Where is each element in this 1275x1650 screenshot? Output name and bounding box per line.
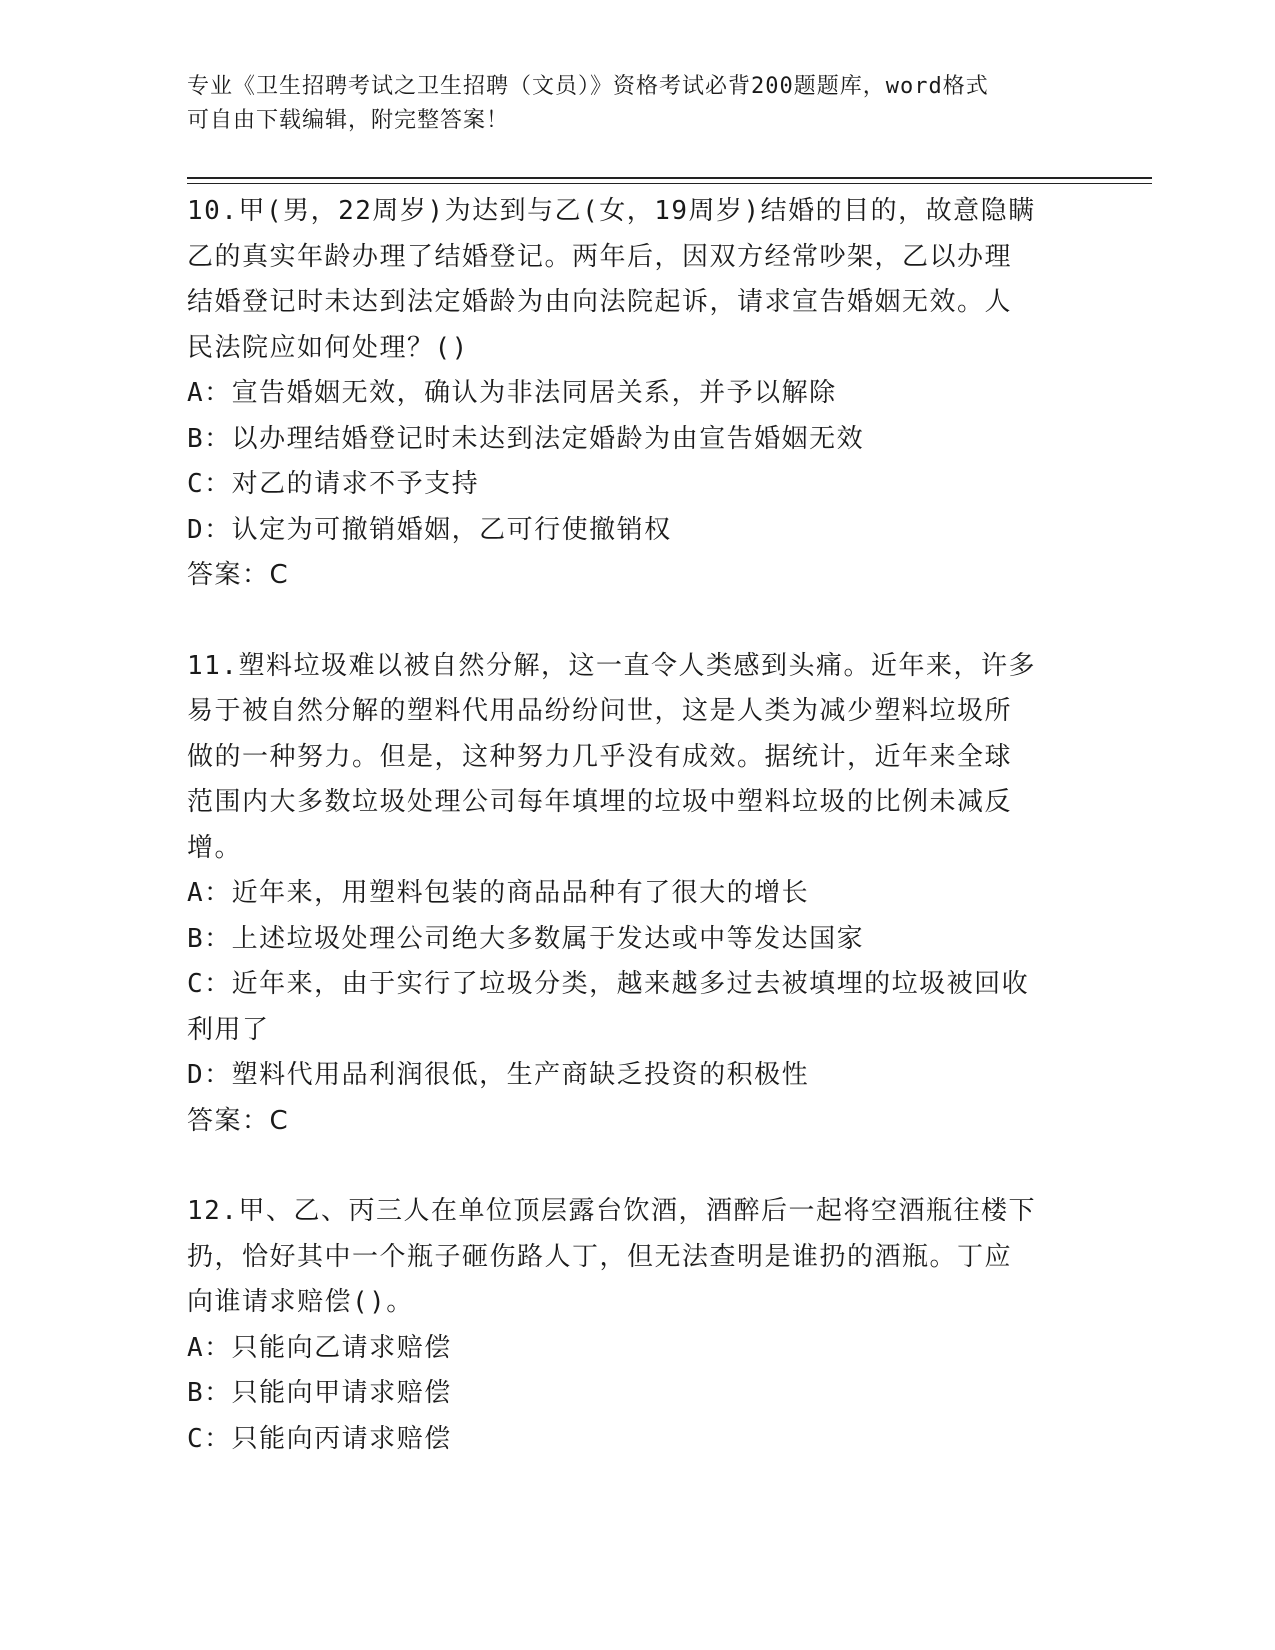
answer-line: 答案：C — [187, 560, 290, 590]
question-stem: 10.甲(男，22周岁)为达到与乙(女，19周岁)结婚的目的，故意隐瞒 乙的真实年龄办理了结婚登记。两年后，因双方经常吵架，乙以办理 结婚登记时未达到法定婚龄为由向法院起诉，请求宣告婚姻无效。人 民法院应如何处理？() — [187, 196, 1036, 363]
option-d: D：认定为可撤销婚姻，乙可行使撤销权 — [187, 514, 672, 545]
question-12 — [187, 1189, 1087, 1462]
option-a: A：近年来，用塑料包装的商品品种有了很大的增长 — [187, 878, 810, 908]
option-b: B：上述垃圾处理公司绝大多数属于发达或中等发达国家 — [187, 923, 865, 954]
question-10 — [187, 189, 1087, 599]
option-a: A：只能向乙请求赔偿 — [187, 1332, 452, 1363]
document-header: 专业《卫生招聘考试之卫生招聘（文员）》资格考试必背200题题库，word格式 可自由下载编辑，附完整答案！ — [187, 74, 989, 133]
option-c: C：对乙的请求不予支持 — [187, 469, 480, 499]
option-b: B：以办理结婚登记时未达到法定婚龄为由宣告婚姻无效 — [187, 423, 865, 454]
question-11 — [187, 644, 1087, 1145]
question-list — [187, 189, 1087, 1462]
question-stem: 11.塑料垃圾难以被自然分解，这一直令人类感到头痛。近年来，许多 易于被自然分解的塑料代用品纷纷问世，这是人类为减少塑料垃圾所 做的一种努力。但是，这种努力几乎没有成效。据统计，近年来全球 范围内大多数垃圾处理公司每年填埋的垃圾中塑料垃圾的比例未减反 增。 — [187, 650, 1036, 863]
option-a: A：宣告婚姻无效，确认为非法同居关系，并予以解除 — [187, 378, 837, 408]
question-stem: 12.甲、乙、丙三人在单位顶层露台饮酒，酒醉后一起将空酒瓶往楼下 扔，恰好其中一个瓶子砸伤路人丁，但无法查明是谁扔的酒瓶。丁应 向谁请求赔偿()。 — [187, 1196, 1036, 1317]
option-d: D：塑料代用品利润很低，生产商缺乏投资的积极性 — [187, 1060, 810, 1090]
option-c: C：近年来，由于实行了垃圾分类，越来越多过去被填埋的垃圾被回收 利用了 — [187, 969, 1030, 1045]
option-c: C：只能向丙请求赔偿 — [187, 1423, 452, 1454]
header-rule-thick — [187, 177, 1152, 179]
header-rule-thin — [187, 183, 1152, 184]
option-b: B：只能向甲请求赔偿 — [187, 1378, 452, 1408]
answer-line: 答案：C — [187, 1105, 290, 1136]
